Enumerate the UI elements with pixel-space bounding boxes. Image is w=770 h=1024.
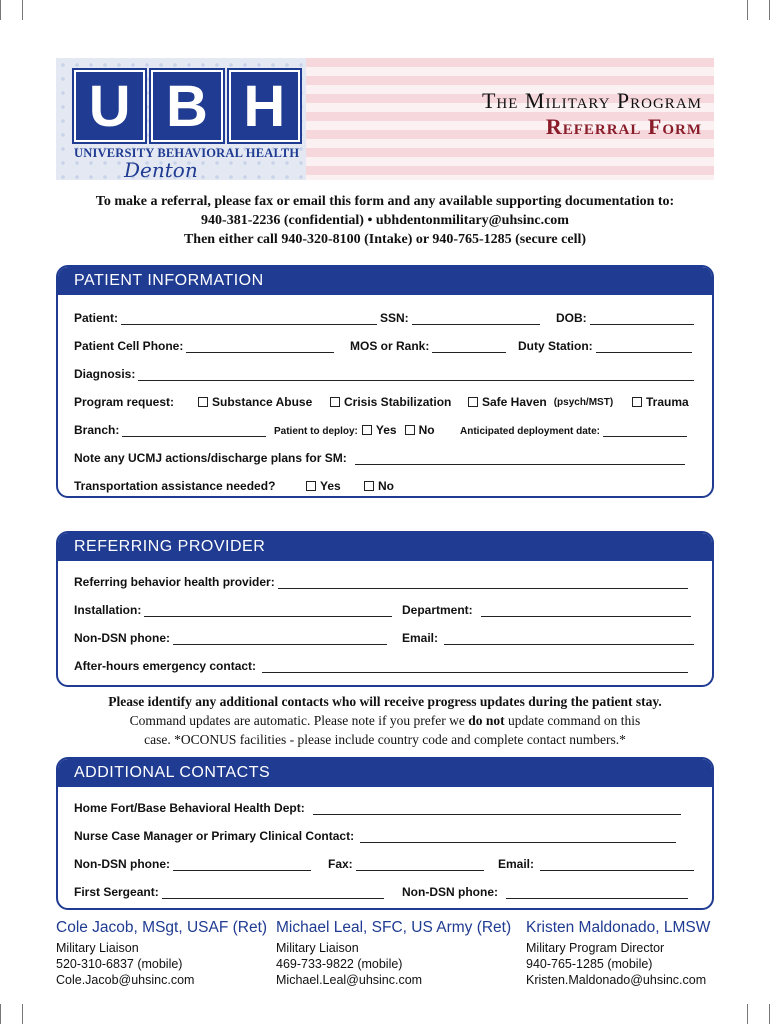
contact-email[interactable]: Cole.Jacob@uhsinc.com (56, 973, 195, 987)
contact-name: Cole Jacob, MSgt, USAF (Ret) (56, 919, 268, 936)
logo-letter: H (229, 70, 300, 142)
additional-email-field[interactable] (540, 857, 694, 871)
checkbox-icon (364, 481, 374, 491)
contact-card (56, 918, 267, 988)
additional-email-label: Email: (498, 857, 535, 871)
crop-mark (22, 0, 23, 20)
cell-phone-label: Patient Cell Phone: (74, 339, 184, 353)
contact-card (526, 918, 710, 988)
crisis-stabilization-label: Crisis Stabilization (344, 395, 452, 409)
intro-line-1: To make a referral, please fax or email this form and any available supporting documentation to: (95, 194, 675, 209)
department-label: Department: (402, 603, 473, 617)
deploy-yes-label: Yes (375, 423, 397, 437)
checkbox-icon (405, 425, 415, 435)
crop-mark (747, 0, 748, 20)
anticipated-date-field[interactable] (603, 423, 687, 437)
trauma-label: Trauma (646, 395, 689, 409)
section-heading: REFERRING PROVIDER (58, 533, 712, 561)
sergeant-phone-field[interactable] (506, 885, 688, 899)
ssn-label: SSN: (380, 311, 409, 325)
intro-line-3: Then either call 940-320-8100 (Intake) or 940-765-1285 (secure cell) (183, 232, 587, 247)
trauma-checkbox[interactable] (632, 395, 689, 409)
contact-title: Military Liaison (56, 941, 139, 955)
deploy-no-label: No (418, 423, 435, 437)
note-line-1: Please identify any additional contacts who will receive progress updates during the patient stay. (108, 694, 662, 709)
crop-mark (0, 1004, 1, 1024)
sergeant-phone-label: Non-DSN phone: (402, 885, 498, 899)
ucmj-label: Note any UCMJ actions/discharge plans for SM: (74, 451, 347, 465)
safe-haven-label: Safe Haven (482, 395, 547, 409)
after-hours-field[interactable] (262, 659, 688, 673)
intro-line-2: 940-381-2236 (confidential) • ubhdentonmilitary@uhsinc.com (201, 213, 569, 228)
transport-no-checkbox[interactable] (364, 479, 394, 493)
patient-information-section (56, 265, 714, 498)
contact-title: Military Liaison (276, 941, 359, 955)
crop-mark (0, 0, 1, 20)
provider-phone-field[interactable] (173, 631, 387, 645)
anticipated-date-label: Anticipated deployment date: (460, 426, 601, 437)
home-base-field[interactable] (313, 801, 681, 815)
diagnosis-label: Diagnosis: (74, 367, 136, 381)
crop-mark (22, 1004, 23, 1024)
nurse-case-manager-field[interactable] (360, 829, 676, 843)
note-line-2: Command updates are automatic. Please note if you prefer we do not update command on this (129, 713, 641, 728)
logo-city: Denton (124, 158, 198, 182)
first-sergeant-label: First Sergeant: (74, 885, 159, 899)
home-base-label: Home Fort/Base Behavioral Health Dept: (74, 801, 305, 815)
crop-mark (747, 1004, 748, 1024)
after-hours-label: After-hours emergency contact: (74, 659, 257, 673)
logo-letter: U (74, 70, 145, 142)
contact-title: Military Program Director (526, 941, 665, 955)
section-heading: PATIENT INFORMATION (58, 267, 712, 295)
substance-abuse-checkbox[interactable] (198, 395, 312, 409)
additional-contacts-section (56, 757, 714, 910)
ucmj-field[interactable] (355, 451, 685, 465)
mos-label: MOS or Rank: (350, 339, 430, 353)
crisis-stabilization-checkbox[interactable] (330, 395, 451, 409)
transport-yes-checkbox[interactable] (306, 479, 341, 493)
fax-label: Fax: (328, 857, 353, 871)
installation-field[interactable] (144, 603, 392, 617)
patient-label: Patient: (74, 311, 119, 325)
checkbox-icon (468, 397, 478, 407)
referring-provider-label: Referring behavior health provider: (74, 575, 275, 589)
contact-phone: 520-310-6837 (mobile) (56, 957, 183, 971)
installation-label: Installation: (74, 603, 142, 617)
duty-station-field[interactable] (596, 339, 692, 353)
cell-phone-field[interactable] (186, 339, 334, 353)
contact-phone: 940-765-1285 (mobile) (526, 957, 653, 971)
contact-phone: 469-733-9822 (mobile) (276, 957, 403, 971)
department-field[interactable] (481, 603, 691, 617)
ubh-logo (74, 70, 300, 192)
provider-email-field[interactable] (444, 631, 694, 645)
logo-letter: B (151, 70, 222, 142)
contact-name: Michael Leal, SFC, US Army (Ret) (276, 919, 512, 936)
additional-phone-label: Non-DSN phone: (74, 857, 170, 871)
nurse-case-manager-label: Nurse Case Manager or Primary Clinical Contact: (74, 829, 355, 843)
branch-field[interactable] (122, 423, 266, 437)
checkbox-icon (362, 425, 372, 435)
contact-card (276, 918, 511, 988)
transport-no-label: No (378, 479, 394, 493)
provider-email-label: Email: (402, 631, 439, 645)
diagnosis-field[interactable] (138, 367, 694, 381)
safe-haven-checkbox[interactable] (468, 395, 613, 409)
additional-phone-field[interactable] (173, 857, 311, 871)
checkbox-icon (330, 397, 340, 407)
fax-field[interactable] (356, 857, 484, 871)
duty-station-label: Duty Station: (518, 339, 593, 353)
contact-name: Kristen Maldonado, LMSW (526, 919, 711, 936)
provider-phone-label: Non-DSN phone: (74, 631, 170, 645)
checkbox-icon (198, 397, 208, 407)
safe-haven-note: (psych/MST) (553, 396, 614, 408)
transport-yes-label: Yes (320, 479, 341, 493)
program-title: The Military Program (481, 88, 702, 113)
dob-label: DOB: (556, 311, 587, 325)
first-sergeant-field[interactable] (162, 885, 384, 899)
deploy-yes-checkbox[interactable] (362, 423, 397, 437)
transport-label: Transportation assistance needed? (74, 479, 276, 493)
section-heading: ADDITIONAL CONTACTS (58, 759, 712, 787)
mos-field[interactable] (432, 339, 506, 353)
branch-label: Branch: (74, 423, 120, 437)
contact-email[interactable]: Michael.Leal@uhsinc.com (276, 973, 423, 987)
deploy-label: Patient to deploy: (274, 426, 358, 437)
deploy-no-checkbox[interactable] (405, 423, 435, 437)
dob-field[interactable] (590, 311, 694, 325)
note-line-3: case. *OCONUS facilities - please include country code and complete contact numbers.* (144, 732, 626, 747)
logo-subtitle: UNIVERSITY BEHAVIORAL HEALTH (74, 146, 300, 160)
substance-abuse-label: Substance Abuse (212, 395, 313, 409)
referring-provider-section (56, 531, 714, 687)
referring-provider-field[interactable] (278, 575, 688, 589)
checkbox-icon (632, 397, 642, 407)
contact-email[interactable]: Kristen.Maldonado@uhsinc.com (526, 973, 707, 987)
header-banner (56, 58, 714, 180)
checkbox-icon (306, 481, 316, 491)
patient-field[interactable] (121, 311, 377, 325)
ssn-field[interactable] (412, 311, 540, 325)
form-title: Referral Form (545, 114, 702, 139)
program-request-label: Program request: (74, 395, 175, 409)
